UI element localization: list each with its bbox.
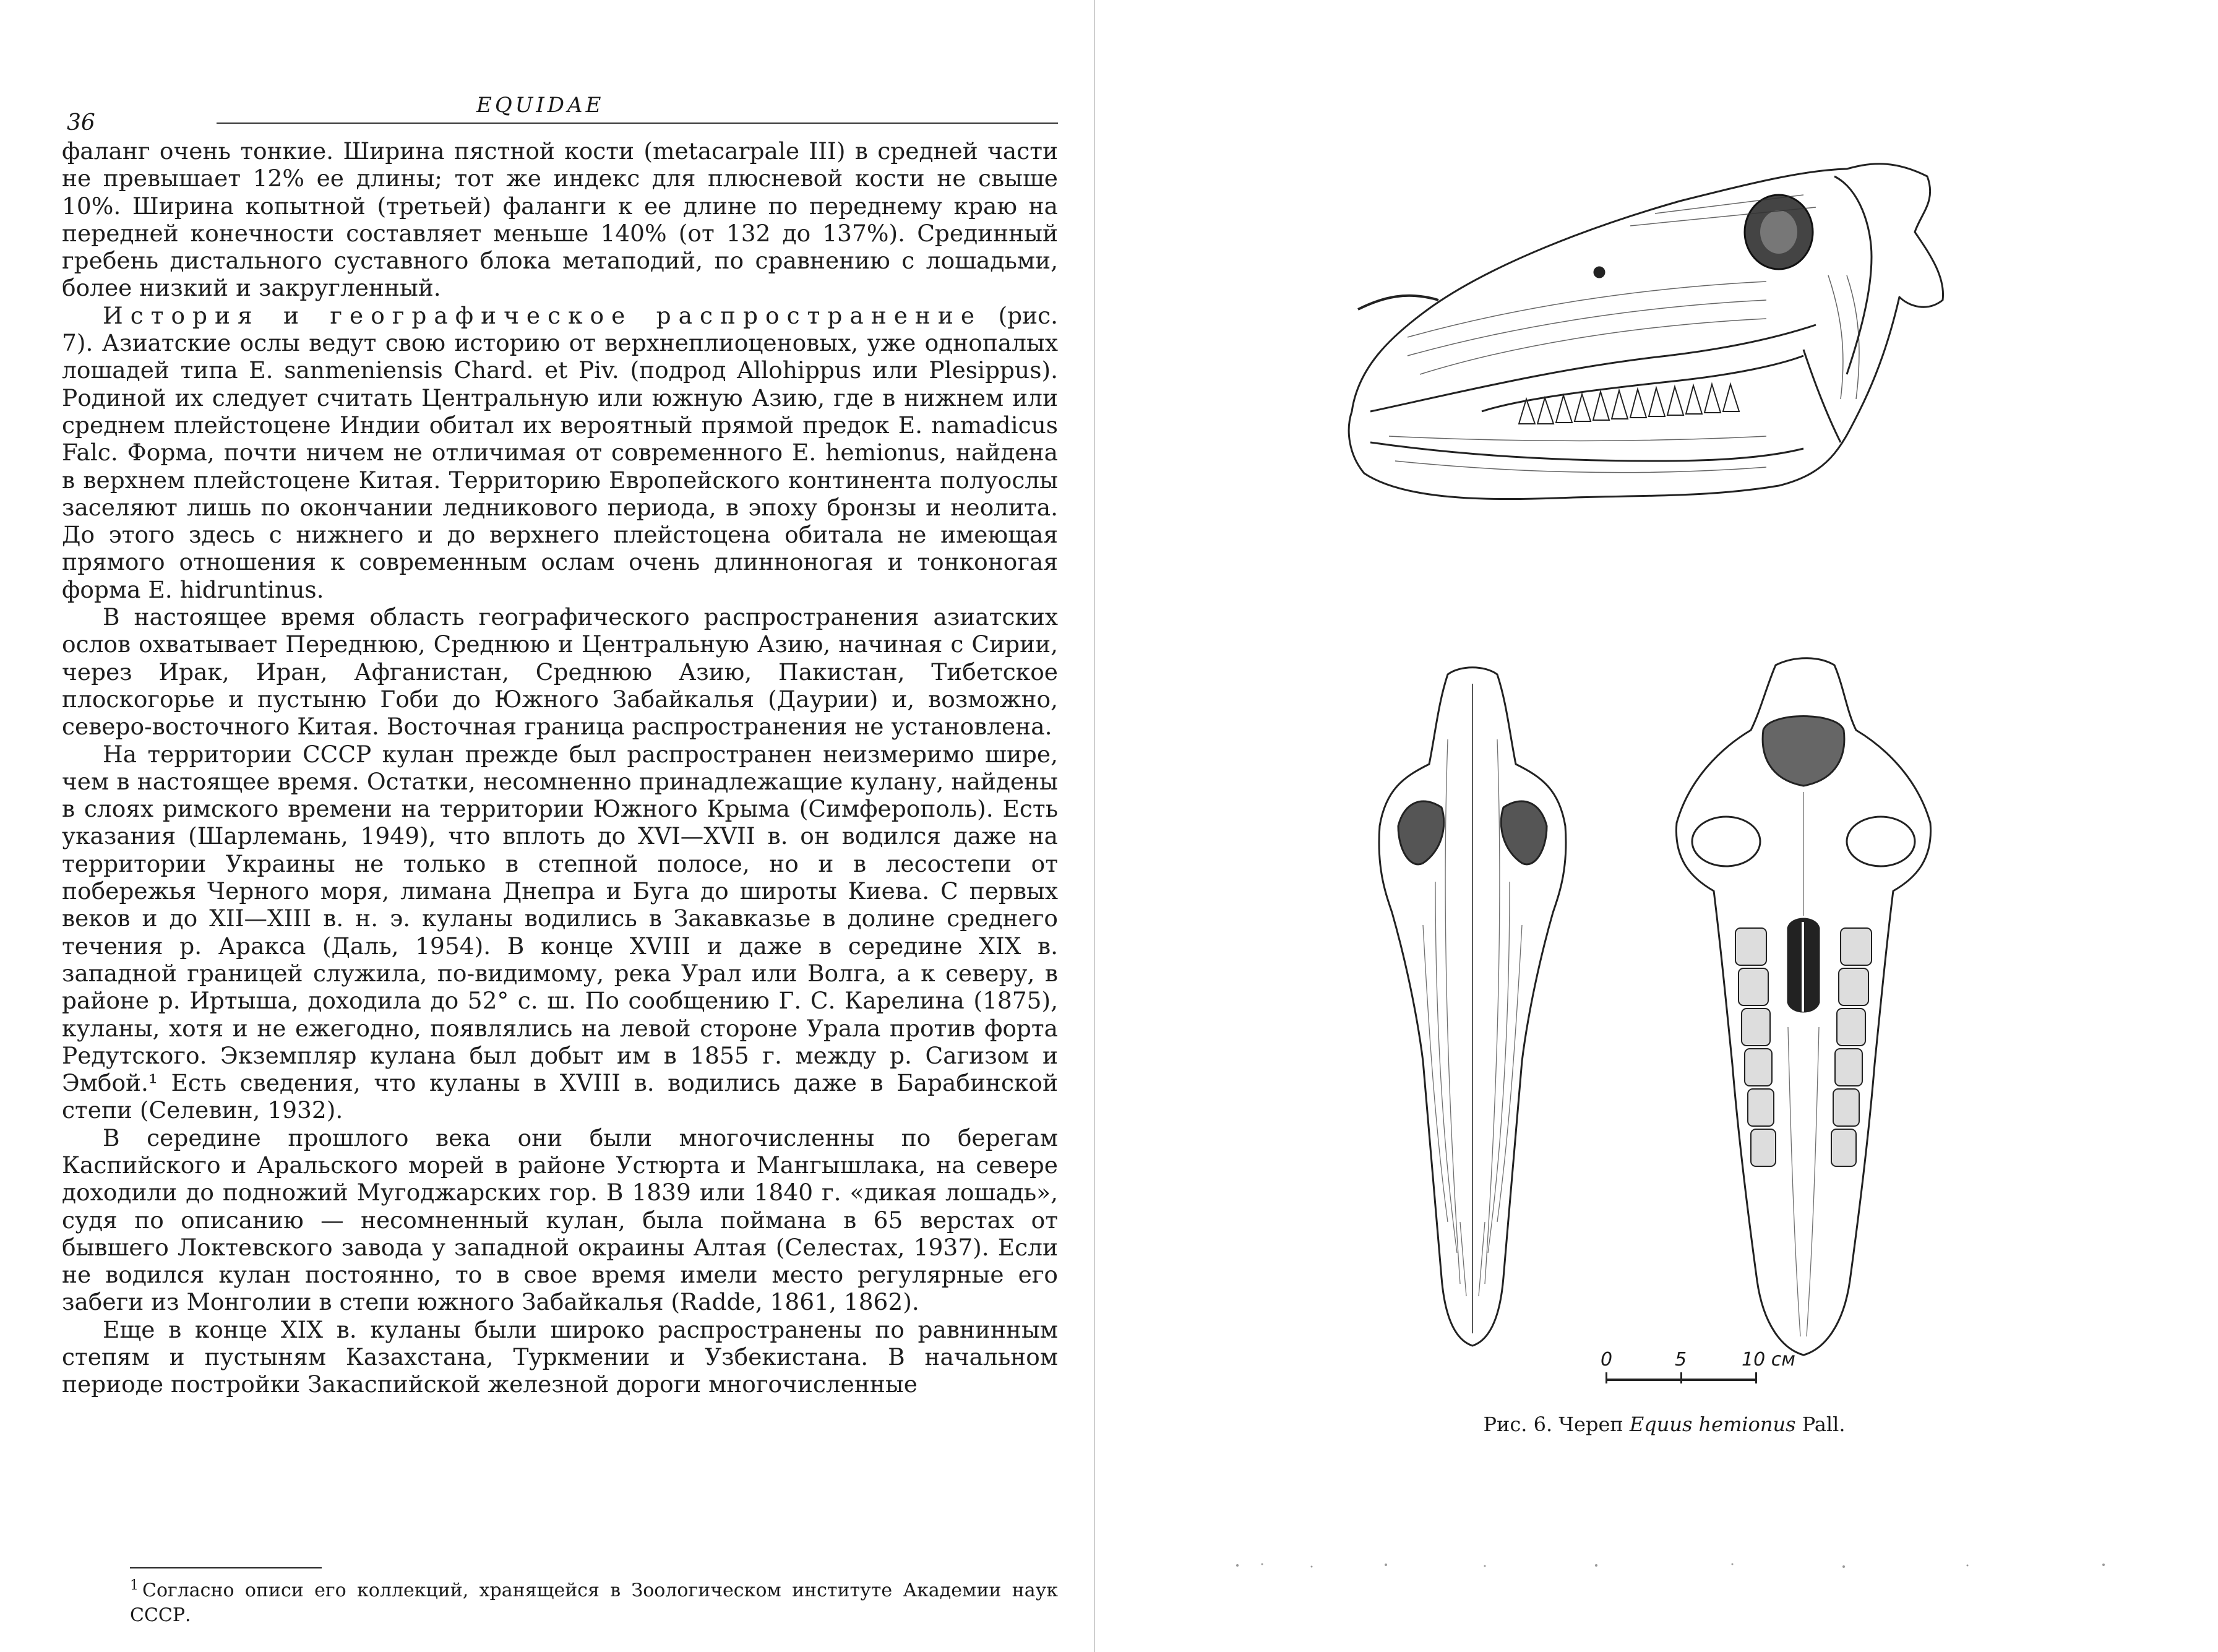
body-text [62,137,1058,1398]
scale-label-zero: 0 [1601,1349,1613,1370]
paragraph-6: Еще в конце XIX в. куланы были широко распространены по равнинным степям и пустыням Казахстана, Туркмении и Узбекистана. В начальном периоде постройки Закаспийской железной дороги многочисленные [62,1315,1058,1398]
footnote-mark: 1 [130,1578,139,1593]
footnote [130,1573,1058,1628]
footnote-rule [130,1567,322,1568]
paragraph-2-text: (рис. 7). Азиатские ослы ведут свою историю от верхнеплиоценовых, уже однопалых лошадей типа E. sanmeniensis Chard. et Piv. (подрод Allohippus или Plesippus). Родиной их следует считать Центральную или южную Азию, где в нижнем или среднем плейстоцене Индии обитал их вероятный прямой предок E. namadicus Falc. Форма, почти ничем не отличимая от современного E. hemionus, найдена в верхнем плейстоцене Китая. Территорию Европейского континента полуослы заселяют лишь по окончании ледникового периода, в эпоху бронзы и неолита. До этого здесь с нижнего и до верхнего плейстоцена обитала не имеющая прямого отношения к современным ослам очень длинноногая и тонконогая форма E. hidruntinus. [62,301,1058,603]
paragraph-2 [62,302,1058,603]
scale-tick [1680,1372,1682,1383]
scale-label-end: 10 см [1742,1349,1795,1370]
paragraph-3: В настоящее время область географического распространения азиатских ослов охватывает Переднюю, Среднюю и Центральную Азию, начиная с Сирии, через Ирак, Иран, Афганистан, Среднюю Азию, Пакистан, Тибетское плоскогорье и пустыню Гоби до Южного Забайкалья (Даурии) и, возможно, северо-восточного Китая. Восточная граница распространения не установлена. [62,603,1058,741]
figure-caption [1472,1413,1856,1436]
right-page [1101,0,2218,1652]
caption-species: Equus hemionus [1629,1413,1796,1436]
caption-author: Pall. [1802,1413,1846,1436]
gutter [1094,0,1095,1652]
footnote-text: Согласно описи его коллекций, хранящейся в Зоологическом институте Академии наук СССР. [130,1580,1058,1626]
running-head: EQUIDAE [476,93,604,118]
skull-ventral-illustration [1670,656,1936,1361]
scale-label-mid: 5 [1675,1349,1687,1370]
skull-dorsal-illustration [1373,665,1571,1352]
paragraph-1: фаланг очень тонкие. Ширина пястной кости (metacarpale III) в средней части не превышает 12% ее длины; тот же индекс для плюсневой кости не свыше 10%. Ширина копытной (третьей) фаланги к ее длине по переднему краю на передней конечности составляет меньше 140% (от 132 до 137%). Срединный гребень дистального суставного блока метаподий, по сравнению с лошадьми, более низкий и закругленный. [62,137,1058,302]
left-page [62,93,1064,1640]
header-rule [217,123,1058,124]
scale-tick [1755,1372,1757,1383]
caption-prefix: Рис. 6. Череп [1483,1413,1623,1436]
paragraph-4: На территории СССР кулан прежде был распространен неизмеримо шире, чем в настоящее время. Остатки, несомненно принадлежащие кулану, найдены в слоях римского времени на территории Южного Крыма (Симферополь). Есть указания (Шарлемань, 1949), что вплоть до XVI—XVII в. он водился даже на территории Украины не только в степной полосе, но и в лесостепи от побережья Черного моря, лимана Днепра и Буга до широты Киева. С первых веков и до XII—XIII в. н. э. куланы водились в Закавказье в долине среднего течения р. Аракса (Даль, 1954). В конце XVIII и даже в середине XIX в. западной границей служила, по-видимому, река Урал или Волга, а к северу, в районе р. Иртыша, доходила до 52° с. ш. По сообщению Г. С. Карелина (1875), куланы, хотя и не ежегодно, появлялись на левой стороне Урала против форта Редутского. Экземпляр кулана был добыт им в 1855 г. между р. Сагизом и Эмбой.¹ Есть сведения, что куланы в XVIII в. водились даже в Барабинской степи (Селевин, 1932). [62,740,1058,1124]
scan-noise [1225,1559,2153,1572]
page-number: 36 [67,110,95,136]
scale-tick [1605,1372,1607,1383]
paragraph-5: В середине прошлого века они были многочисленны по берегам Каспийского и Аральского морей в районе Устюрта и Мангышлака, на севере доходили до подножий Мугоджарских гор. В 1839 или 1840 г. «дикая лошадь», судя по описанию — несомненный кулан, была поймана в 65 верстах от бывшего Локтевского завода у западной окраины Алтая (Селестах, 1937). Если не водился кулан постоянно, то в свое время имели место регулярные его забеги из Монголии в степи южного Забайкалья (Radde, 1861, 1862). [62,1124,1058,1316]
section-heading: История и географическое распространение [103,301,982,329]
skull-lateral-illustration [1333,152,1952,634]
scale-bar [1601,1349,1810,1392]
